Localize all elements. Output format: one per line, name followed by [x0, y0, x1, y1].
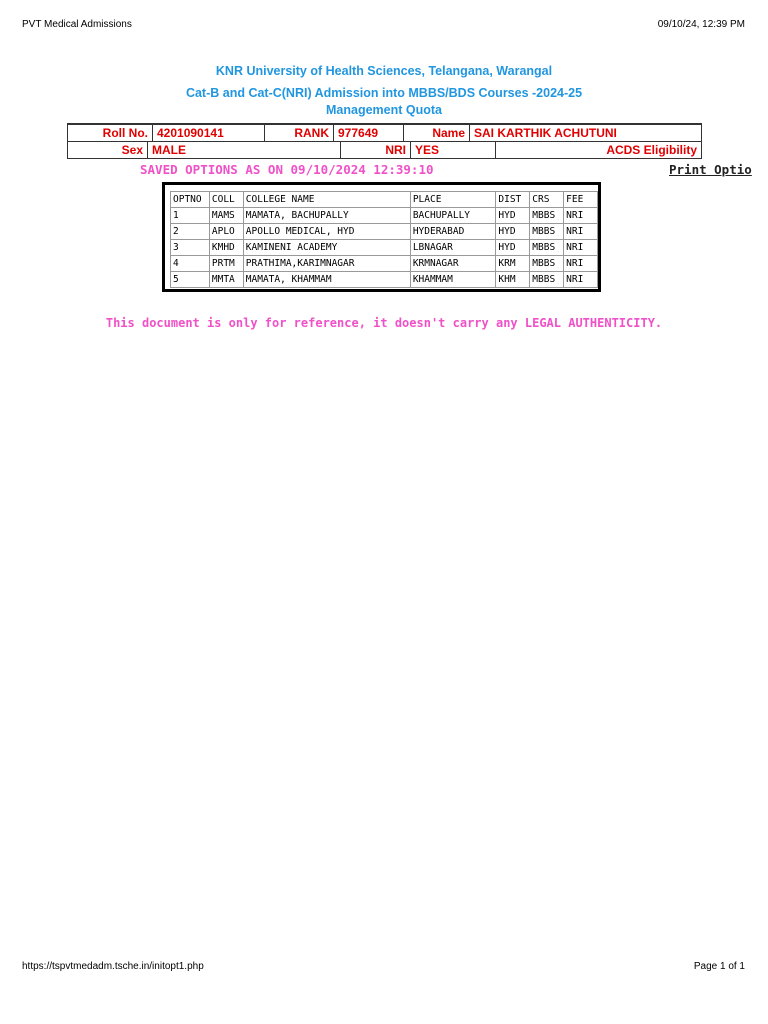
- cell-place: KHAMMAM: [410, 272, 496, 288]
- cell-fee: NRI: [564, 240, 598, 256]
- name-value: SAI KARTHIK ACHUTUNI: [470, 124, 702, 142]
- name-label: Name: [404, 124, 470, 142]
- cell-place: BACHUPALLY: [410, 208, 496, 224]
- table-row: [171, 224, 598, 240]
- cell-dist: HYD: [496, 240, 530, 256]
- cell-place: HYDERABAD: [410, 224, 496, 240]
- header-coll: COLL: [209, 192, 243, 208]
- acds-eligibility-label: ACDS Eligibility: [496, 142, 702, 159]
- options-table-frame: [162, 182, 601, 292]
- table-row: [171, 240, 598, 256]
- cell-optno: 2: [171, 224, 210, 240]
- cell-dist: KHM: [496, 272, 530, 288]
- rank-label: RANK: [265, 124, 334, 142]
- cell-crs: MBBS: [530, 272, 564, 288]
- options-header-row: [171, 192, 598, 208]
- roll-value: 4201090141: [153, 124, 265, 142]
- university-title: KNR University of Health Sciences, Telangana, Warangal: [215, 64, 553, 78]
- cell-place: LBNAGAR: [410, 240, 496, 256]
- print-page-count: Page 1 of 1: [693, 961, 745, 972]
- cell-optno: 4: [171, 256, 210, 272]
- cell-fee: NRI: [564, 224, 598, 240]
- print-url: https://tspvtmedadm.tsche.in/initopt1.php: [22, 961, 204, 972]
- sex-label: Sex: [68, 142, 148, 159]
- cell-coll: MMTA: [209, 272, 243, 288]
- cell-dist: HYD: [496, 208, 530, 224]
- course-title: Cat-B and Cat-C(NRI) Admission into MBBS/BDS Courses -2024-25: [185, 86, 583, 100]
- table-row: [171, 272, 598, 288]
- quota-title: Management Quota: [326, 103, 442, 117]
- candidate-info-row-2: [67, 141, 702, 159]
- candidate-info-row-1: [67, 123, 702, 142]
- nri-value: YES: [411, 142, 496, 159]
- cell-college-name: KAMINENI ACADEMY: [243, 240, 410, 256]
- header-college-name: COLLEGE NAME: [243, 192, 410, 208]
- cell-dist: HYD: [496, 224, 530, 240]
- disclaimer-text: This document is only for reference, it doesn't carry any LEGAL AUTHENTICITY.: [105, 316, 663, 330]
- cell-crs: MBBS: [530, 256, 564, 272]
- cell-coll: PRTM: [209, 256, 243, 272]
- nri-label: NRI: [341, 142, 411, 159]
- print-page-title: PVT Medical Admissions: [22, 19, 132, 30]
- cell-crs: MBBS: [530, 240, 564, 256]
- table-row: [171, 208, 598, 224]
- header-crs: CRS: [530, 192, 564, 208]
- cell-college-name: APOLLO MEDICAL, HYD: [243, 224, 410, 240]
- print-datetime: 09/10/24, 12:39 PM: [657, 19, 745, 30]
- header-place: PLACE: [410, 192, 496, 208]
- cell-coll: KMHD: [209, 240, 243, 256]
- cell-coll: APLO: [209, 224, 243, 240]
- cell-place: KRMNAGAR: [410, 256, 496, 272]
- table-row: [171, 256, 598, 272]
- cell-fee: NRI: [564, 256, 598, 272]
- cell-coll: MAMS: [209, 208, 243, 224]
- saved-options-heading: SAVED OPTIONS AS ON 09/10/2024 12:39:10: [140, 162, 434, 177]
- cell-optno: 5: [171, 272, 210, 288]
- cell-college-name: PRATHIMA,KARIMNAGAR: [243, 256, 410, 272]
- cell-fee: NRI: [564, 208, 598, 224]
- cell-college-name: MAMATA, KHAMMAM: [243, 272, 410, 288]
- cell-crs: MBBS: [530, 208, 564, 224]
- cell-crs: MBBS: [530, 224, 564, 240]
- sex-value: MALE: [148, 142, 341, 159]
- cell-optno: 1: [171, 208, 210, 224]
- print-options-link[interactable]: Print Optio: [669, 162, 752, 177]
- header-optno: OPTNO: [171, 192, 210, 208]
- header-fee: FEE: [564, 192, 598, 208]
- cell-fee: NRI: [564, 272, 598, 288]
- rank-value: 977649: [334, 124, 404, 142]
- cell-optno: 3: [171, 240, 210, 256]
- header-dist: DIST: [496, 192, 530, 208]
- cell-college-name: MAMATA, BACHUPALLY: [243, 208, 410, 224]
- cell-dist: KRM: [496, 256, 530, 272]
- roll-label: Roll No.: [68, 124, 153, 142]
- options-table: [170, 191, 598, 288]
